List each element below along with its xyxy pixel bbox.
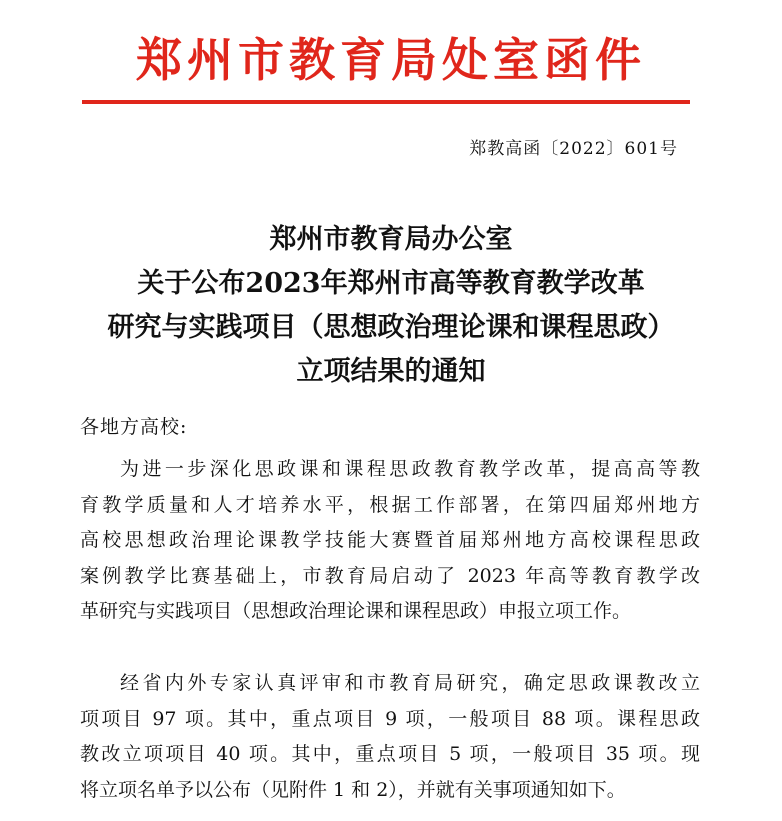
title-line: 郑州市教育局办公室 bbox=[269, 224, 513, 255]
paragraph-line: 为进一步深化思政课和课程思政教育教学改革，提高高等教 bbox=[120, 458, 700, 480]
paragraph-line: 教改立项项目 40 项。其中，重点项目 5 项，一般项目 35 项。现 bbox=[80, 743, 700, 765]
paragraph-line: 将立项名单予以公布（见附件 1 和 2），并就有关事项通知如下。 bbox=[80, 778, 626, 801]
title-line: 研究与实践项目（思想政治理论课和课程思政） bbox=[107, 312, 675, 343]
notice-title bbox=[0, 218, 782, 394]
title-line: 关于公布2023年郑州市高等教育教学改革 bbox=[137, 268, 645, 299]
red-divider-line bbox=[82, 100, 690, 104]
salutation: 各地方高校: bbox=[80, 416, 188, 438]
paragraph-line: 革研究与实践项目（思想政治理论课和课程思政）申报立项工作。 bbox=[80, 600, 632, 622]
document-number: 郑教高函〔2022〕601号 bbox=[469, 139, 678, 159]
paragraph-line: 高校思想政治理论课教学技能大赛暨首届郑州地方高校课程思政 bbox=[80, 529, 700, 551]
paragraph-line: 案例教学比赛基础上，市教育局启动了 2023 年高等教育教学改 bbox=[80, 564, 700, 587]
body-paragraph-1 bbox=[80, 452, 700, 630]
paragraph-line: 项项目 97 项。其中，重点项目 9 项，一般项目 88 项。课程思政 bbox=[80, 707, 700, 730]
masthead-title: 郑州市教育局处室函件 bbox=[136, 33, 646, 87]
paragraph-line: 育教学质量和人才培养水平，根据工作部署，在第四届郑州地方 bbox=[80, 493, 700, 516]
paragraph-line: 经省内外专家认真评审和市教育局研究，确定思政课教改立 bbox=[120, 672, 700, 694]
body-paragraph-2 bbox=[80, 666, 700, 808]
title-line: 立项结果的通知 bbox=[296, 356, 486, 387]
